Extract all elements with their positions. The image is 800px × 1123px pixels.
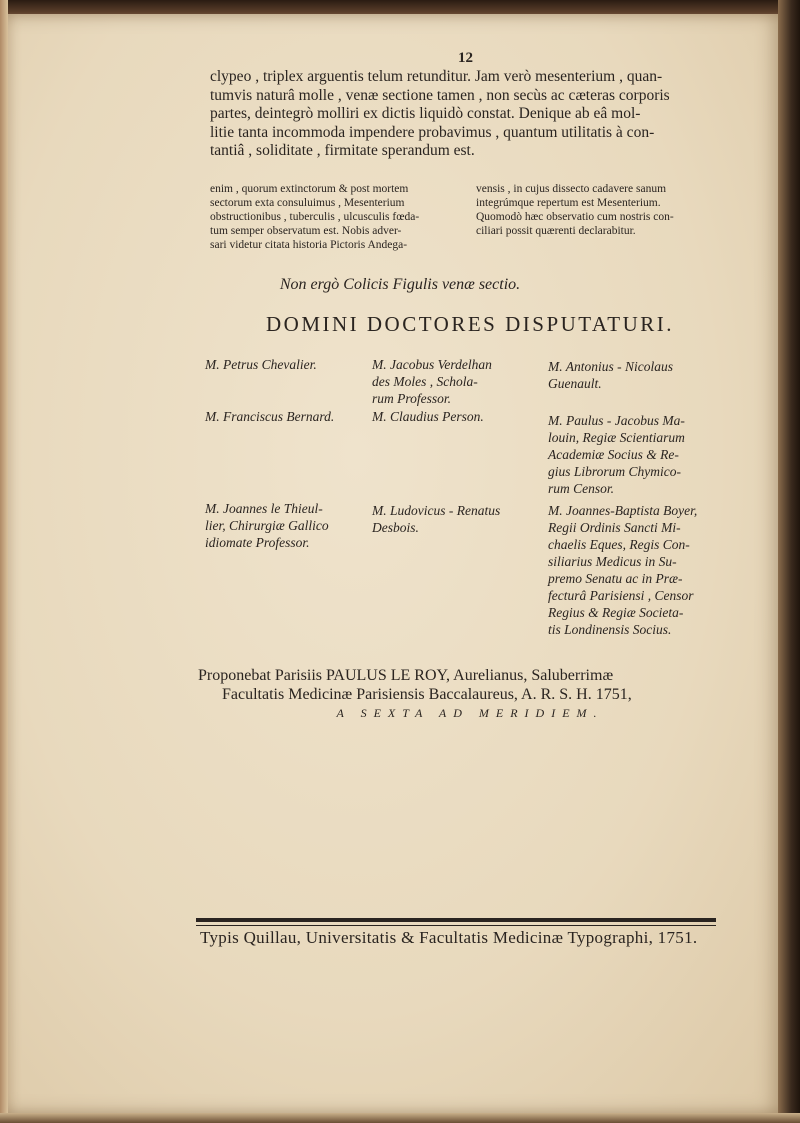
doctor-line: gius Librorum Chymico- <box>548 464 682 479</box>
page-left-edge <box>0 0 8 1123</box>
doctor-line: idiomate Professor. <box>205 535 310 550</box>
footnote-left-column <box>210 182 462 252</box>
doctor-entry <box>372 408 540 425</box>
doctor-line: M. Joannes-Baptista Boyer, <box>548 503 698 518</box>
doctor-line: siliarius Medicus in Su- <box>548 554 677 569</box>
doctor-line: des Moles , Schola- <box>372 374 478 389</box>
doctor-entry <box>372 356 540 407</box>
doctor-line: M. Paulus - Jacobus Ma- <box>548 413 685 428</box>
doctor-line: Regii Ordinis Sancti Mi- <box>548 520 681 535</box>
intro-line: partes, deintegrò molliri ex dictis liquidò constat. Denique ab eâ mol- <box>210 105 641 122</box>
doctor-line: Desbois. <box>372 520 419 535</box>
footnote-line: Quomodò hæc observatio cum nostris con- <box>476 211 674 223</box>
doctor-line: premo Senatu ac in Præ- <box>548 571 683 586</box>
doctor-line: tis Londinensis Socius. <box>548 622 672 637</box>
imprint-rule <box>196 918 716 922</box>
intro-line: tantiâ , soliditate , firmitate sperandum est. <box>210 142 475 159</box>
doctor-line: rum Professor. <box>372 391 452 406</box>
intro-paragraph <box>210 68 738 161</box>
footnote-right-column <box>476 182 728 238</box>
doctor-line: M. Petrus Chevalier. <box>205 357 317 372</box>
footnote-line: tum semper observatum est. Nobis adver- <box>210 225 402 237</box>
doctor-line: rum Censor. <box>548 481 615 496</box>
doctor-line: Regius & Regiæ Societa- <box>548 605 684 620</box>
footnote-line: sectorum exta consuluimus , Mesenterium <box>210 197 405 209</box>
proponebat-line: Facultatis Medicinæ Parisiensis Baccalaureus, A. R. S. H. 1751, <box>222 686 632 703</box>
proponebat-block <box>198 666 746 704</box>
hour-line: A SEXTA AD MERIDIEM. <box>336 706 604 720</box>
footnote-line: enim , quorum extinctorum & post mortem <box>210 183 409 195</box>
doctor-entry <box>548 358 733 392</box>
doctor-line: Academiæ Socius & Re- <box>548 447 679 462</box>
doctor-line: M. Claudius Person. <box>372 409 484 424</box>
conclusion-line: Non ergò Colicis Figulis venæ sectio. <box>279 276 521 293</box>
footnote-line: integrúmque repertum est Mesenterium. <box>476 197 661 209</box>
footnote-line: sari videtur citata historia Pictoris Andega- <box>210 239 408 251</box>
doctor-line: M. Ludovicus - Renatus <box>372 503 501 518</box>
imprint-rule-thin <box>196 925 716 926</box>
doctor-line: lier, Chirurgiæ Gallico <box>205 518 329 533</box>
doctor-line: chaelis Eques, Regis Con- <box>548 537 690 552</box>
intro-line: tumvis naturâ molle , venæ sectione tamen , non secùs ac cæteras corporis <box>210 86 670 104</box>
doctor-entry <box>205 356 370 373</box>
footnote-line: vensis , in cujus dissecto cadavere sanum <box>476 183 667 195</box>
doctor-line: M. Jacobus Verdelhan <box>372 357 492 372</box>
footnote-line: ciliari possit quærenti declarabitur. <box>476 225 636 237</box>
doctor-entry <box>548 412 733 497</box>
doctor-entry <box>372 502 540 536</box>
intro-line: litie tanta incommoda impendere probavimus , quantum utilitatis à con- <box>210 123 655 141</box>
doctor-line: M. Joannes le Thieul- <box>205 501 323 516</box>
doctors-heading: DOMINI DOCTORES DISPUTATURI. <box>265 312 675 336</box>
footnote-line: obstructionibus , tuberculis , ulcusculis fœda- <box>210 211 420 223</box>
doctor-entry <box>548 502 733 638</box>
proponebat-line: Proponebat Parisiis PAULUS LE ROY, Aurelianus, Saluberrimæ <box>198 667 614 684</box>
page-number: 12 <box>458 50 473 66</box>
intro-line: clypeo , triplex arguentis telum retunditur. Jam verò mesenterium , quan- <box>210 68 663 85</box>
doctor-line: louin, Regiæ Scientiarum <box>548 430 685 445</box>
printer-imprint: Typis Quillau, Universitatis & Facultatis Medicinæ Typographi, 1751. <box>200 928 698 947</box>
doctor-line: fecturâ Parisiensi , Censor <box>548 588 694 603</box>
doctor-entry <box>205 500 370 551</box>
doctor-entry <box>205 408 370 425</box>
book-gutter <box>778 0 800 1123</box>
doctor-line: M. Antonius - Nicolaus <box>548 359 674 374</box>
doctor-line: Guenault. <box>548 376 602 391</box>
doctor-line: M. Franciscus Bernard. <box>205 409 335 424</box>
page-bottom-edge <box>0 1113 800 1123</box>
